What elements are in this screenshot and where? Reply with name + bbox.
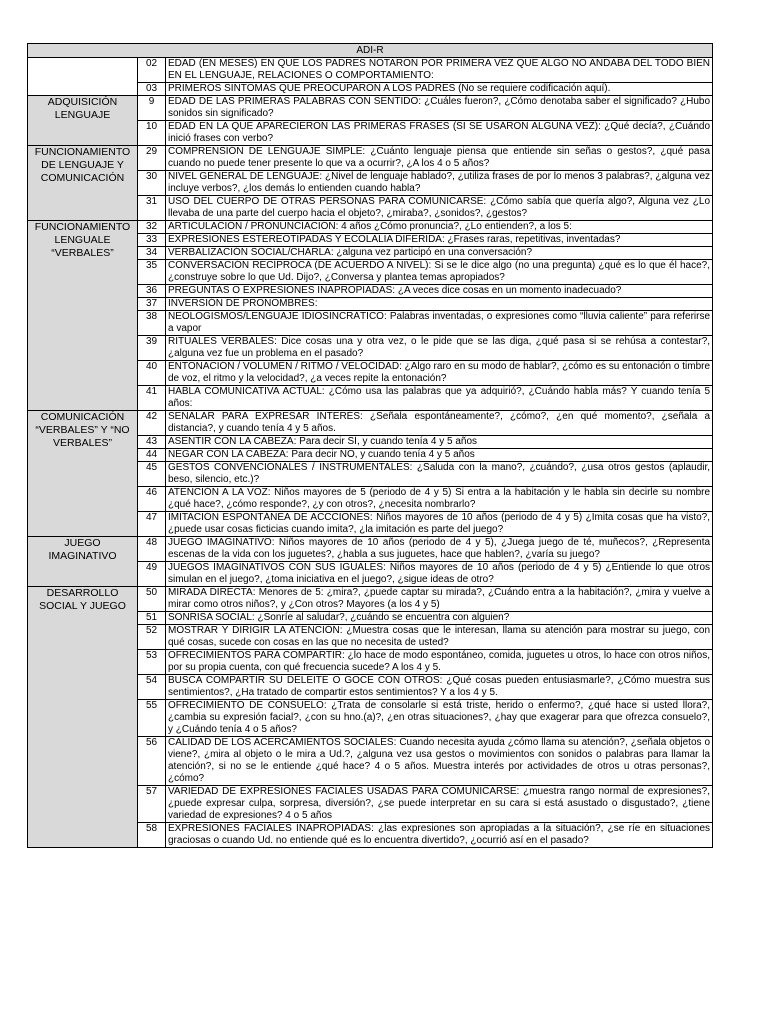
item-text: EDAD DE LAS PRIMERAS PALABRAS CON SENTIDO: ¿Cuáles fueron?, ¿Cómo denotaba saber el significado? ¿Hubo sonidos sin significado? <box>166 96 713 121</box>
item-text: COMPRENSIÓN DE LENGUAJE SIMPLE: ¿Cuánto lenguaje piensa que entiende sin señas o gestos?, ¿qué pasa cuando no puede tener presente lo que va a ocurrir?, ¿A los 4 o 5 años? <box>166 146 713 171</box>
item-number: 34 <box>138 247 166 260</box>
item-number: 53 <box>138 650 166 675</box>
adi-r-table <box>27 43 713 848</box>
table-row <box>28 411 713 436</box>
item-number: 50 <box>138 587 166 612</box>
item-number: 46 <box>138 487 166 512</box>
item-text: ENTONACIÓN / VOLUMEN / RITMO / VELOCIDAD: ¿Algo raro en su modo de hablar?, ¿cómo es su entonación o timbre de voz, el ritmo y la velocidad?, ¿a veces repite la entonación? <box>166 361 713 386</box>
item-text: EDAD (EN MESES) EN QUE LOS PADRES NOTARON POR PRIMERA VEZ QUE ALGO NO ANDABA DEL TODO BIEN EN EL LENGUAJE, RELACIONES O COMPORTAMIENTO: <box>166 58 713 83</box>
item-number: 35 <box>138 260 166 285</box>
item-text: CALIDAD DE LOS ACERCAMIENTOS SOCIALES: Cuando necesita ayuda ¿cómo llama su atención?, ¿señala objetos o viene?, ¿mira al objeto o le mira a Ud.?, ¿alguna vez usa gestos o movimientos con sonidos o palabras para llamar la atención?, si no se le entiende ¿qué hace? 4 o 5 años. Muestra interés por actividades de otros u otras personas?, ¿cómo? <box>166 737 713 786</box>
item-text: CONVERSACIÓN RECÍPROCA (DE ACUERDO A NIVEL): Si se le dice algo (no una pregunta) ¿qué es lo que él hace?, ¿construye sobre lo que Ud. Dijo?, ¿Conversa y plantea temas apropiados? <box>166 260 713 285</box>
item-number: 31 <box>138 196 166 221</box>
table-row <box>28 221 713 234</box>
item-number: 43 <box>138 436 166 449</box>
table-row <box>28 537 713 562</box>
table-row <box>28 146 713 171</box>
item-text: MIRADA DIRECTA: Menores de 5: ¿mira?, ¿puede captar su mirada?, ¿Cuándo entra a la habitación?, ¿mira y vuelve a mirar como otros niños?, y ¿Con otros? Mayores (a los 4 y 5) <box>166 587 713 612</box>
category-cell: JUEGO IMAGINATIVO <box>28 537 138 587</box>
item-number: 45 <box>138 462 166 487</box>
item-text: BUSCA COMPARTIR SU DELEITE O GOCE CON OTROS: ¿Qué cosas pueden entusiasmarle?, ¿Cómo muestra sus sentimientos?, ¿Ha tratado de compartir estos sentimientos? Y a los 4 y 5. <box>166 675 713 700</box>
category-cell: DESARROLLO SOCIAL Y JUEGO <box>28 587 138 848</box>
item-number: 47 <box>138 512 166 537</box>
category-cell: FUNCIONAMIENTO DE LENGUAJE Y COMUNICACIÓN <box>28 146 138 221</box>
item-number: 52 <box>138 625 166 650</box>
item-number: 57 <box>138 786 166 823</box>
table-body <box>28 58 713 848</box>
item-text: PRIMEROS SINTOMAS QUE PREOCUPARON A LOS PADRES (No se requiere codificación aquí). <box>166 83 713 96</box>
item-number: 29 <box>138 146 166 171</box>
category-cell <box>28 58 138 96</box>
item-text: ATENCIÓN A LA VOZ: Niños mayores de 5 (periodo de 4 y 5) Si entra a la habitación y le habla sin decirle su nombre ¿qué hace?, ¿cómo responde?, ¿y con otros?, ¿necesita nombrarlo? <box>166 487 713 512</box>
item-text: GESTOS CONVENCIONALES / INSTRUMENTALES: ¿Saluda con la mano?, ¿cuándo?, ¿usa otros gestos (aplaudir, beso, silencio, etc.)? <box>166 462 713 487</box>
item-number: 10 <box>138 121 166 146</box>
item-number: 39 <box>138 336 166 361</box>
item-text: OFRECIMIENTOS PARA COMPARTIR: ¿lo hace de modo espontáneo, comida, juguetes u otros, lo hace con otros niños, por su propia cuenta, con qué frecuencia sucede? A los 4 y 5. <box>166 650 713 675</box>
table-row <box>28 587 713 612</box>
item-number: 56 <box>138 737 166 786</box>
item-text: NEOLOGISMOS/LENGUAJE IDIOSINCRÁTICO: Palabras inventadas, o expresiones como “lluvia caliente” para referirse a vapor <box>166 311 713 336</box>
item-text: ASENTIR CON LA CABEZA: Para decir SÍ, y cuando tenía 4 y 5 años <box>166 436 713 449</box>
item-text: USO DEL CUERPO DE OTRAS PERSONAS PARA COMUNICARSE: ¿Cómo sabía que quería algo?, Alguna vez ¿Lo llevaba de una parte del cuerpo hacia el objeto?, ¿miraba?, ¿sonidos?, ¿gestos? <box>166 196 713 221</box>
item-text: HABLA COMUNICATIVA ACTUAL: ¿Cómo usa las palabras que ya adquirió?, ¿Cuándo habla más? Y cuando tenía 5 años: <box>166 386 713 411</box>
item-text: JUEGOS IMAGINATIVOS CON SUS IGUALES: Niños mayores de 10 años (periodo de 4 y 5) ¿Entiende lo que otros simulan en el juego?, ¿toma iniciativa en el juego?, ¿sigue ideas de otro? <box>166 562 713 587</box>
item-number: 48 <box>138 537 166 562</box>
item-text: VERBALIZACIÓN SOCIAL/CHARLA: ¿alguna vez participó en una conversación? <box>166 247 713 260</box>
category-cell: FUNCIONAMIENTO LENGUALE “VERBALES” <box>28 221 138 411</box>
item-text: IMITACIÓN ESPONTÁNEA DE ACCCIONES: Niños mayores de 10 años (periodo de 4 y 5) ¿Imita cosas que ha visto?, ¿puede usar cosas ficticias cuando imita?, ¿la imitación es parte del juego? <box>166 512 713 537</box>
item-number: 32 <box>138 221 166 234</box>
item-number: 33 <box>138 234 166 247</box>
item-text: INVERSIÓN DE PRONOMBRES: <box>166 298 713 311</box>
item-number: 03 <box>138 83 166 96</box>
table-title: ADI-R <box>28 44 713 58</box>
item-text: PREGUNTAS O EXPRESIONES INAPROPIADAS: ¿A veces dice cosas en un momento inadecuado? <box>166 285 713 298</box>
item-text: EXPRESIONES FACIALES INAPROPIADAS: ¿las expresiones son apropiadas a la situación?, ¿se ríe en situaciones graciosas o cuando Ud. no entiende qué es lo encuentra divertido?, ¿ocurrió así en el pasado? <box>166 823 713 848</box>
category-cell: COMUNICACIÓN “VERBALES” Y “NO VERBALES” <box>28 411 138 537</box>
item-number: 44 <box>138 449 166 462</box>
item-text: EXPRESIONES ESTEREOTIPADAS Y ECOLALIA DIFERIDA: ¿Frases raras, repetitivas, inventadas? <box>166 234 713 247</box>
table-row <box>28 58 713 83</box>
item-text: OFRECIMIENTO DE CONSUELO: ¿Trata de consolarle si está triste, herido o enfermo?, ¿qué hace si usted llora?, ¿cambia su expresión facial?, ¿con su hno.(a)?, ¿en otras situaciones?, ¿hay que exagerar para que ofrezca consuelo?, y ¿Cuándo tenía 4 o 5 años? <box>166 700 713 737</box>
item-text: EDAD EN LA QUE APARECIERON LAS PRIMERAS FRASES (SI SE USARON ALGUNA VEZ): ¿Qué decía?, ¿Cuándo inició frases con verbo? <box>166 121 713 146</box>
item-number: 55 <box>138 700 166 737</box>
item-text: SEÑALAR PARA EXPRESAR INTERÉS: ¿Señala espontáneamente?, ¿cómo?, ¿en qué momento?, ¿señala a distancia?, y cuando tenía 4 y 5 años. <box>166 411 713 436</box>
item-text: JUEGO IMAGINATIVO: Niños mayores de 10 años (periodo de 4 y 5), ¿Juega juego de té, muñecos?, ¿Representa escenas de la vida con los juguetes?, ¿habla a sus juguetes, hace que hablen?, ¿varía su juego? <box>166 537 713 562</box>
table-row <box>28 96 713 121</box>
item-number: 02 <box>138 58 166 83</box>
item-number: 9 <box>138 96 166 121</box>
item-text: NIVEL GENERAL DE LENGUAJE: ¿Nivel de lenguaje hablado?, ¿utiliza frases de por lo menos 3 palabras?, ¿alguna vez incluye verbos?, ¿los demás lo entienden cuando habla? <box>166 171 713 196</box>
category-cell: ADQUISICIÓN LENGUAJE <box>28 96 138 146</box>
item-number: 41 <box>138 386 166 411</box>
item-number: 40 <box>138 361 166 386</box>
item-number: 51 <box>138 612 166 625</box>
item-number: 49 <box>138 562 166 587</box>
item-number: 37 <box>138 298 166 311</box>
item-text: RITUALES VERBALES: Dice cosas una y otra vez, o le pide que se las diga, ¿qué pasa si se rehúsa a contestar?, ¿alguna vez fue un problema en el pasado? <box>166 336 713 361</box>
item-number: 42 <box>138 411 166 436</box>
item-number: 36 <box>138 285 166 298</box>
item-number: 54 <box>138 675 166 700</box>
item-number: 58 <box>138 823 166 848</box>
item-text: NEGAR CON LA CABEZA: Para decir NO, y cuando tenía 4 y 5 años <box>166 449 713 462</box>
item-text: MOSTRAR Y DIRIGIR LA ATENCIÓN: ¿Muestra cosas que le interesan, llama su atención para mostrar su juego, con qué cosas, sucede con cosas en las que no necesita de usted? <box>166 625 713 650</box>
item-text: ARTICULACIÓN / PRONUNCIACIÓN: 4 años ¿Cómo pronuncia?, ¿Lo entienden?, a los 5: <box>166 221 713 234</box>
item-text: VARIEDAD DE EXPRESIONES FACIALES USADAS PARA COMUNICARSE: ¿muestra rango normal de expresiones?, ¿puede expresar culpa, sorpresa, diversión?, ¿se puede interpretar en su cara si está asustado o disgustado?, ¿tiene variedad de expresiones? 4 o 5 años <box>166 786 713 823</box>
item-number: 30 <box>138 171 166 196</box>
item-number: 38 <box>138 311 166 336</box>
item-text: SONRISA SOCIAL: ¿Sonríe al saludar?, ¿cuándo se encuentra con alguien? <box>166 612 713 625</box>
